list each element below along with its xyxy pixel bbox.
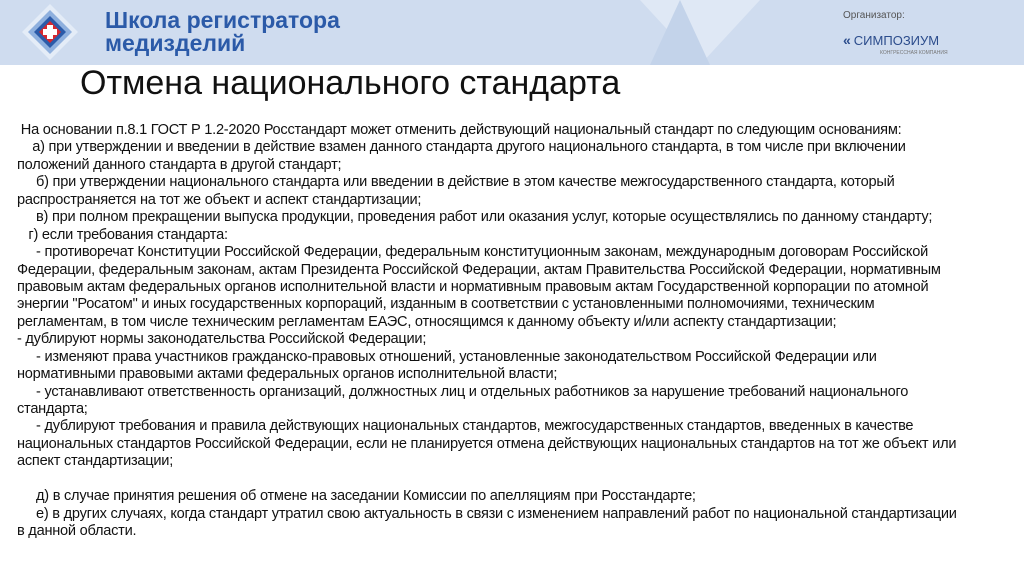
body-line: г) если требования стандарта: (17, 226, 228, 243)
body-line: энергии "Росатом" и иных государственных корпораций, изданным в соответствии с установленными полномочиями, техническим (17, 296, 875, 313)
body-line: положений данного стандарта в другой стандарт; (17, 156, 342, 173)
organizer-logo (843, 32, 939, 48)
school-logo-icon (22, 4, 78, 60)
body-line: национальных стандартов Российской Федерации, если не планируется отмена действующих национальных стандартов на тот же объект или (17, 435, 957, 452)
body-line: д) в случае принятия решения об отмене на заседании Комиссии по апелляциям при Росстандарте; (17, 488, 696, 505)
body-line: аспект стандартизации; (17, 453, 174, 470)
body-line: - противоречат Конституции Российской Федерации, федеральным конституционным законам, международным договорам Российской (17, 244, 928, 261)
body-line: - дублируют требования и правила действующих национальных стандартов, межгосударственных стандартов, введенных в качестве (17, 418, 914, 435)
slide-title: Отмена национального стандарта (80, 64, 621, 102)
brand-line-1: Школа регистратора (105, 7, 340, 33)
body-line: в данной области. (17, 523, 137, 540)
body-line: На основании п.8.1 ГОСТ Р 1.2-2020 Росстандарт может отменить действующий национальный стандарт по следующим основаниям: (17, 122, 902, 138)
organizer-name: СИМПОЗИУМ (853, 32, 940, 48)
body-line: регламентам, в том числе техническим регламентам ЕАЭС, относящимся к данному объекту и/или аспекту стандартизации; (17, 313, 837, 330)
body-line (17, 471, 957, 488)
body-line: - устанавливают ответственность организаций, должностных лиц и отдельных работников за нарушение требований национального (17, 383, 909, 400)
body-line: в) при полном прекращении выпуска продукции, проведения работ или оказания услуг, которые осуществлялись по данному стандарту; (17, 209, 933, 226)
school-brand (105, 9, 340, 55)
header-decor (650, 0, 710, 65)
body-line: правовым актам федеральных органов исполнительной власти и нормативным правовым актам Государственной корпорации по атомной (17, 278, 929, 295)
body-line: Федерации, федеральным законам, актам Президента Российской Федерации, актам Правительства Российской Федерации, нормативным (17, 261, 941, 278)
body-line: б) при утверждении национального стандарта или введении в действие в этом качестве межгосударственного стандарта, который (17, 174, 895, 191)
body-line: е) в других случаях, когда стандарт утратил свою актуальность в связи с изменением направлений работ по национальной стандартизации (17, 505, 957, 522)
body-line: а) при утверждении и введении в действие взамен данного стандарта другого национального стандарта, в том числе при включении (17, 139, 906, 156)
organizer-subtitle: КОНГРЕССНАЯ КОМПАНИЯ (880, 50, 948, 56)
body-line: - дублируют нормы законодательства Российской Федерации; (17, 331, 427, 348)
body-line: - изменяют права участников гражданско-правовых отношений, установленные законодательством Российской Федерации или (17, 348, 877, 365)
body-line: нормативными правовыми актами федеральных органов исполнительной власти; (17, 366, 558, 383)
body-line: стандарта; (17, 401, 88, 417)
slide-body (17, 122, 957, 541)
organizer-label: Организатор: (843, 10, 905, 21)
body-line: распространяется на тот же объект и аспект стандартизации; (17, 191, 422, 208)
symposium-icon: « (843, 32, 851, 48)
brand-line-2: медизделий (105, 30, 246, 56)
